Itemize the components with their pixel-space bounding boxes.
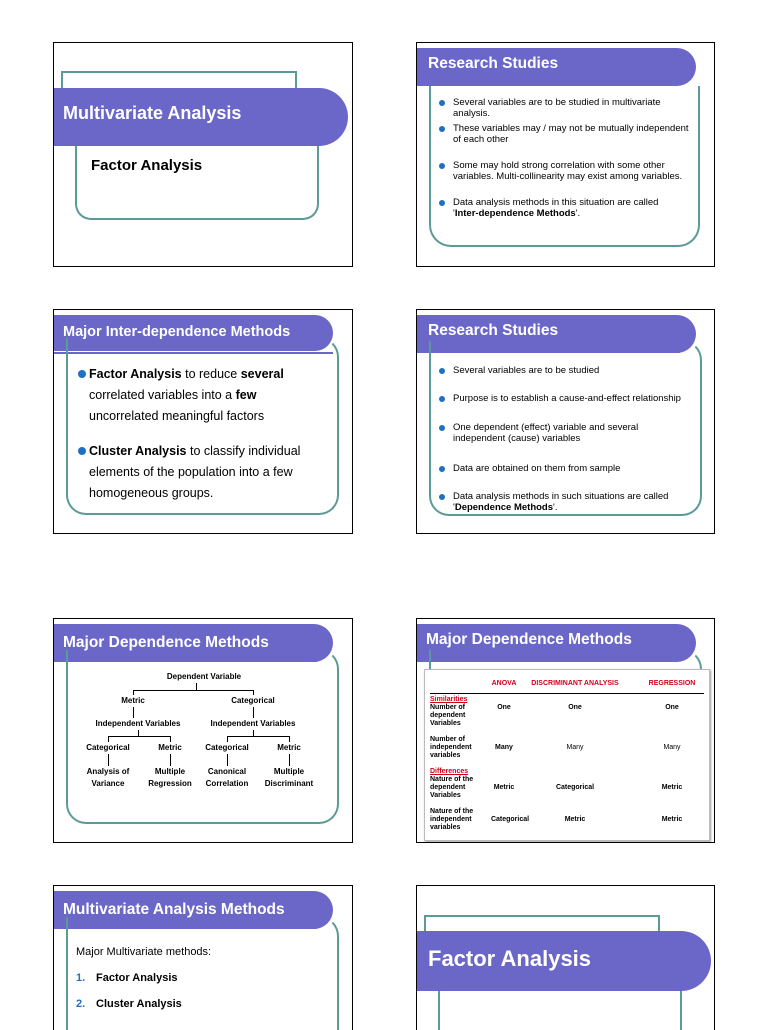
tree-connector — [108, 736, 170, 737]
tree-connector — [108, 754, 109, 766]
bullet-item: One dependent (effect) variable and several independent (cause) variables — [439, 422, 679, 444]
slide-8 — [416, 885, 715, 1030]
bullet-item: Some may hold strong correlation with some other variables. Multi-collinearity may exist among variables. — [439, 160, 699, 182]
slide-1-title-banner — [54, 88, 348, 146]
table-row-label: Nature of the independent variables — [430, 808, 474, 831]
slide-5-title: Major Dependence Methods — [63, 634, 269, 651]
tree-connector — [133, 690, 253, 691]
slide-6-title: Major Dependence Methods — [426, 631, 632, 648]
slide-7 — [53, 885, 353, 1030]
bullet-item: Data analysis methods in such situations are called 'Dependence Methods'. — [439, 491, 699, 513]
section-label: Differences — [430, 768, 469, 775]
table-row-label: Nature of the dependent Variables — [430, 776, 474, 799]
table-row-label: Number of dependent Variables — [430, 704, 466, 727]
list-item: 1. Factor Analysis — [76, 972, 178, 984]
tree-connector — [170, 754, 171, 766]
table-cell: Categorical — [555, 784, 595, 791]
tree-node-metric: Metric — [121, 696, 145, 705]
bullet-factor-analysis: Factor Analysis to reduce several correlated variables into a few uncorrelated meaningful factors — [78, 364, 318, 427]
tree-leaf-anova: Analysis of Variance — [86, 767, 130, 788]
table-cell: Metric — [564, 816, 586, 823]
bullet-item: Data are obtained on them from sample — [439, 463, 704, 474]
table-cell: Metric — [493, 784, 515, 791]
bullet-item: Several variables are to be studied — [439, 365, 704, 376]
slide-3 — [53, 309, 353, 534]
intro-text: Major Multivariate methods: — [76, 946, 212, 958]
table-cell: Categorical — [490, 816, 530, 823]
tree-connector — [227, 736, 289, 737]
tree-connector — [227, 754, 228, 766]
bullet-item: Purpose is to establish a cause-and-effect relationship — [439, 393, 704, 404]
tree-node-right-metric: Metric — [277, 743, 301, 752]
slide-3-title: Major Inter-dependence Methods — [63, 324, 291, 340]
tree-node-categorical: Categorical — [231, 696, 275, 705]
tree-leaf-discriminant: Multiple Discriminant — [264, 767, 314, 788]
slide-8-title: Factor Analysis — [428, 946, 592, 971]
tree-node-iv-left: Independent Variables — [95, 719, 181, 728]
list-item: 2. Cluster Analysis — [76, 998, 182, 1010]
table-cell: Many — [566, 744, 584, 751]
table-header: DISCRIMINANT ANALYSIS — [531, 680, 619, 687]
table-cell: Many — [663, 744, 681, 751]
tree-node-iv-right: Independent Variables — [210, 719, 296, 728]
table-cell: One — [497, 704, 511, 711]
tree-node-right-categorical: Categorical — [205, 743, 249, 752]
data-table — [424, 669, 710, 841]
slide-2 — [416, 42, 715, 267]
slide-5 — [53, 618, 353, 843]
tree-root: Dependent Variable — [166, 672, 242, 681]
table-cell: Many — [495, 744, 513, 751]
table-row-label: Number of independent variables — [430, 736, 472, 759]
table-cell: Metric — [661, 816, 683, 823]
tree-connector — [289, 754, 290, 766]
slide-6 — [416, 618, 715, 843]
table-cell: One — [568, 704, 582, 711]
table-cell: One — [665, 704, 679, 711]
slide-2-title: Research Studies — [428, 55, 559, 72]
tree-leaf-regression: Multiple Regression — [148, 767, 192, 788]
bullet-item: Several variables are to be studied in multivariate analysis. — [439, 97, 699, 119]
slide-7-title: Multivariate Analysis Methods — [63, 901, 285, 918]
tree-node-left-categorical: Categorical — [86, 743, 130, 752]
slide-4 — [416, 309, 715, 534]
slide-2-title-banner — [417, 48, 696, 86]
table-cell: Metric — [661, 784, 683, 791]
tree-node-left-metric: Metric — [158, 743, 182, 752]
tree-connector — [196, 683, 197, 690]
bullet-item: These variables may / may not be mutually independent of each other — [439, 123, 699, 145]
section-label: Similarities — [430, 696, 468, 703]
header-rule — [430, 693, 704, 694]
table-header: REGRESSION — [648, 680, 696, 687]
table-header: ANOVA — [491, 680, 517, 687]
bullet-item: Data analysis methods in this situation are called 'Inter-dependence Methods'. — [439, 197, 679, 219]
slide-8-title-banner — [417, 931, 711, 991]
slide-1-subtitle: Factor Analysis — [91, 157, 203, 174]
slide-4-title: Research Studies — [428, 322, 559, 339]
tree-leaf-canonical: Canonical Correlation — [205, 767, 249, 788]
tree-connector — [253, 707, 254, 718]
slide-1 — [53, 42, 353, 267]
slide-1-title: Multivariate Analysis — [63, 103, 242, 123]
subtitle-frame — [438, 991, 682, 1030]
tree-connector — [133, 707, 134, 718]
bullet-cluster-analysis: Cluster Analysis to classify individual elements of the population into a few homogeneous groups. — [78, 441, 318, 504]
